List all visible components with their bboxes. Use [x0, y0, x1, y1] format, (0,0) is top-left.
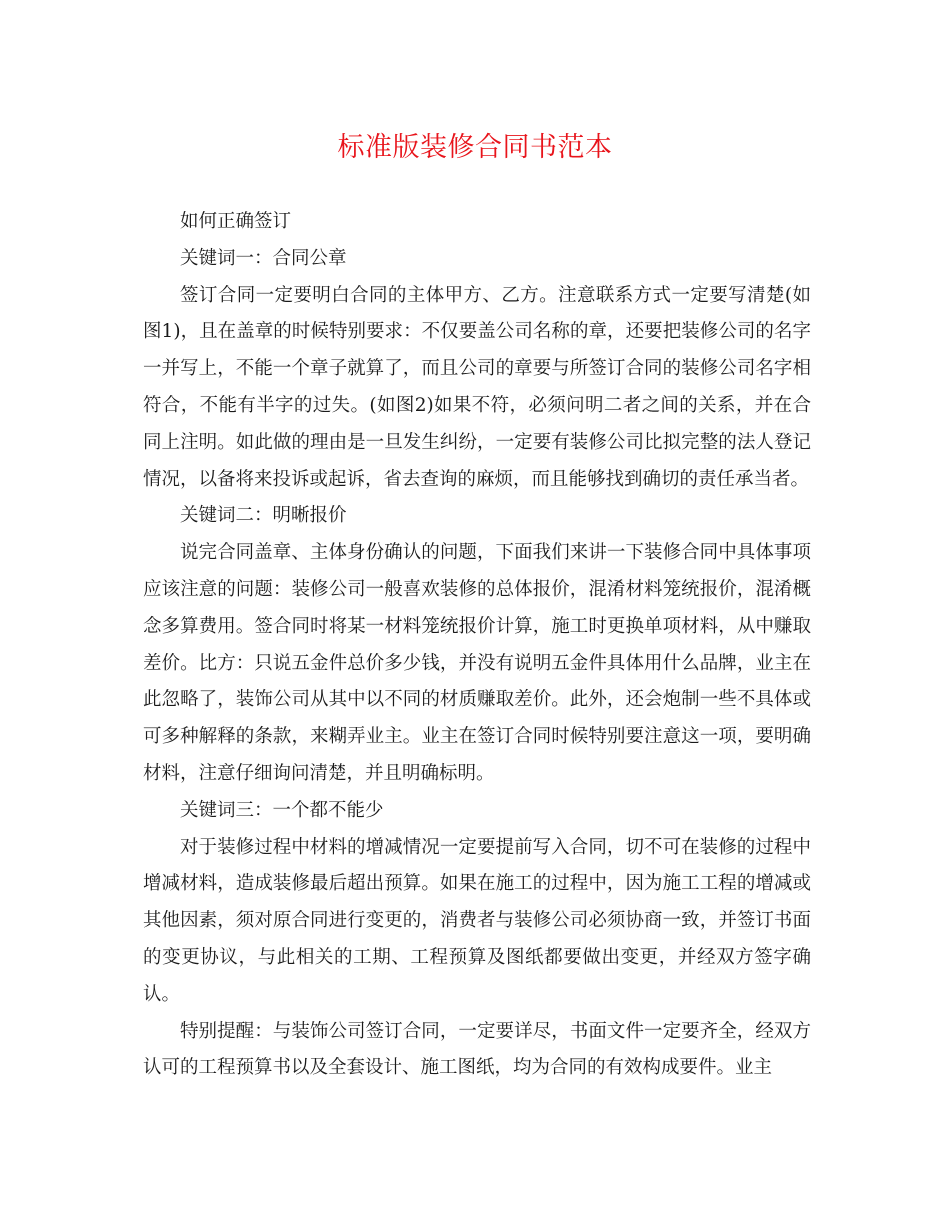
section-heading-intro: 如何正确签订: [180, 211, 292, 232]
paragraph-special-reminder: 特别提醒：与装饰公司签订合同，一定要详尽，书面文件一定要齐全，经双方认可的工程预算书以及全套设计、施工图纸，均为合同的有效构成要件。业主: [143, 1020, 811, 1079]
paragraph-keyword-2: 说完合同盖章、主体身份确认的问题，下面我们来讲一下装修合同中具体事项应该注意的问题：装修公司一般喜欢装修的总体报价，混淆材料笼统报价，混淆概念多算费用。签合同时将某一材料笼统报价计算，施工时更换单项材料，从中赚取差价。比方：只说五金件总价多少钱，并没有说明五金件具体用什么品牌，业主在此忽略了，装饰公司从其中以不同的材质赚取差价。此外，还会炮制一些不具体或可多种解释的条款，来糊弄业主。业主在签订合同时候特别要注意这一项，要明确材料，注意仔细询问清楚，并且明确标明。: [143, 542, 811, 784]
section-heading-keyword-1: 关键词一：合同公章: [180, 247, 347, 269]
document-body: [143, 204, 811, 1087]
document-title: 标准版装修合同书范本: [337, 132, 613, 163]
section-heading-keyword-2: 关键词二：明晰报价: [180, 505, 347, 527]
paragraph-keyword-3: 对于装修过程中材料的增减情况一定要提前写入合同，切不可在装修的过程中增减材料，造成装修最后超出预算。如果在施工的过程中，因为施工工程的增减或其他因素，须对原合同进行变更的，消费者与装修公司必须协商一致，并签订书面的变更协议，与此相关的工期、工程预算及图纸都要做出变更，并经双方签字确认。: [143, 836, 811, 1005]
section-heading-keyword-3: 关键词三：一个都不能少: [180, 799, 384, 821]
paragraph-keyword-1: 签订合同一定要明白合同的主体甲方、乙方。注意联系方式一定要写清楚(如图1)，且在盖章的时候特别要求：不仅要盖公司名称的章，还要把装修公司的名字一并写上，不能一个章子就算了，而且公司的章要与所签订合同的装修公司名字相符合，不能有半字的过失。(如图2)如果不符，必须问明二者之间的关系，并在合同上注明。如此做的理由是一旦发生纠纷，一定要有装修公司比拟完整的法人登记情况，以备将来投诉或起诉，省去查询的麻烦，而且能够找到确切的责任承当者。: [143, 284, 811, 490]
